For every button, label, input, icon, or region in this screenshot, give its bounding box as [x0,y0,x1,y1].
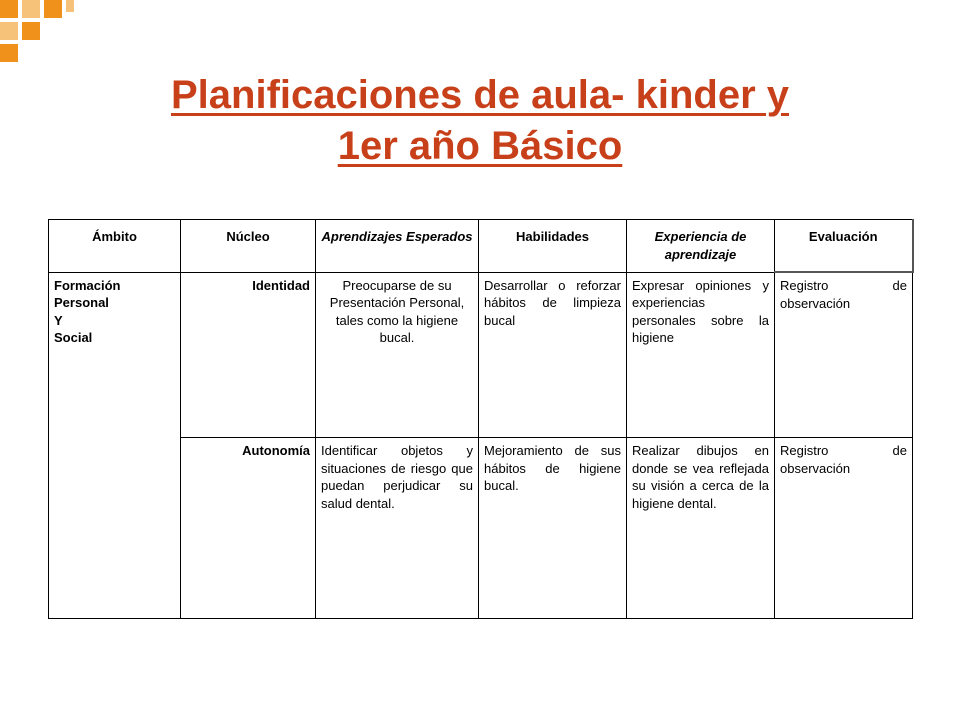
header-experiencia: Experiencia de aprendizaje [627,220,775,273]
header-habilidades: Habilidades [479,220,627,273]
ambito-line: Y [54,312,63,328]
cell-nucleo: Identidad [181,272,316,438]
table-row [49,272,913,438]
header-aprendizajes: Aprendizajes Esperados [316,220,479,273]
cell-experiencia: Expresar opiniones y experiencias personales sobre la higiene [627,272,775,438]
cell-aprendizajes: Identificar objetos y situaciones de riesgo que puedan perjudicar su salud dental. [316,438,479,619]
deco-square [0,44,18,62]
cell-nucleo: Autonomía [181,438,316,619]
table-header-row [49,220,913,273]
header-ambito: Ámbito [49,220,181,273]
cell-experiencia: Realizar dibujos en donde se vea reflejada su visión a cerca de la higiene dental. [627,438,775,619]
ambito-line: Personal [54,295,109,311]
deco-square [44,0,62,18]
deco-square [66,0,74,12]
cell-habilidades: Mejoramiento de sus hábitos de higiene bucal. [479,438,627,619]
cell-aprendizajes: Preocuparse de su Presentación Personal, tales como la higiene bucal. [316,272,479,438]
ambito-line: Social [54,330,93,346]
ambito-line: Formación [54,277,121,293]
deco-square [0,22,18,40]
header-evaluacion: Evaluación [775,220,913,273]
cell-evaluacion: Registro de observación [775,438,913,619]
planning-table [48,219,914,619]
header-nucleo: Núcleo [181,220,316,273]
title-line-2: 1er año Básico [337,124,623,169]
cell-habilidades: Desarrollar o reforzar hábitos de limpieza bucal [479,272,627,438]
title-line-1: Planificaciones de aula- kinder y [170,73,789,117]
cell-ambito [49,272,181,619]
page-title [80,70,880,172]
deco-square [22,22,40,40]
cell-evaluacion: Registro de observación [775,272,913,438]
deco-square [22,0,40,18]
deco-square [0,0,18,18]
